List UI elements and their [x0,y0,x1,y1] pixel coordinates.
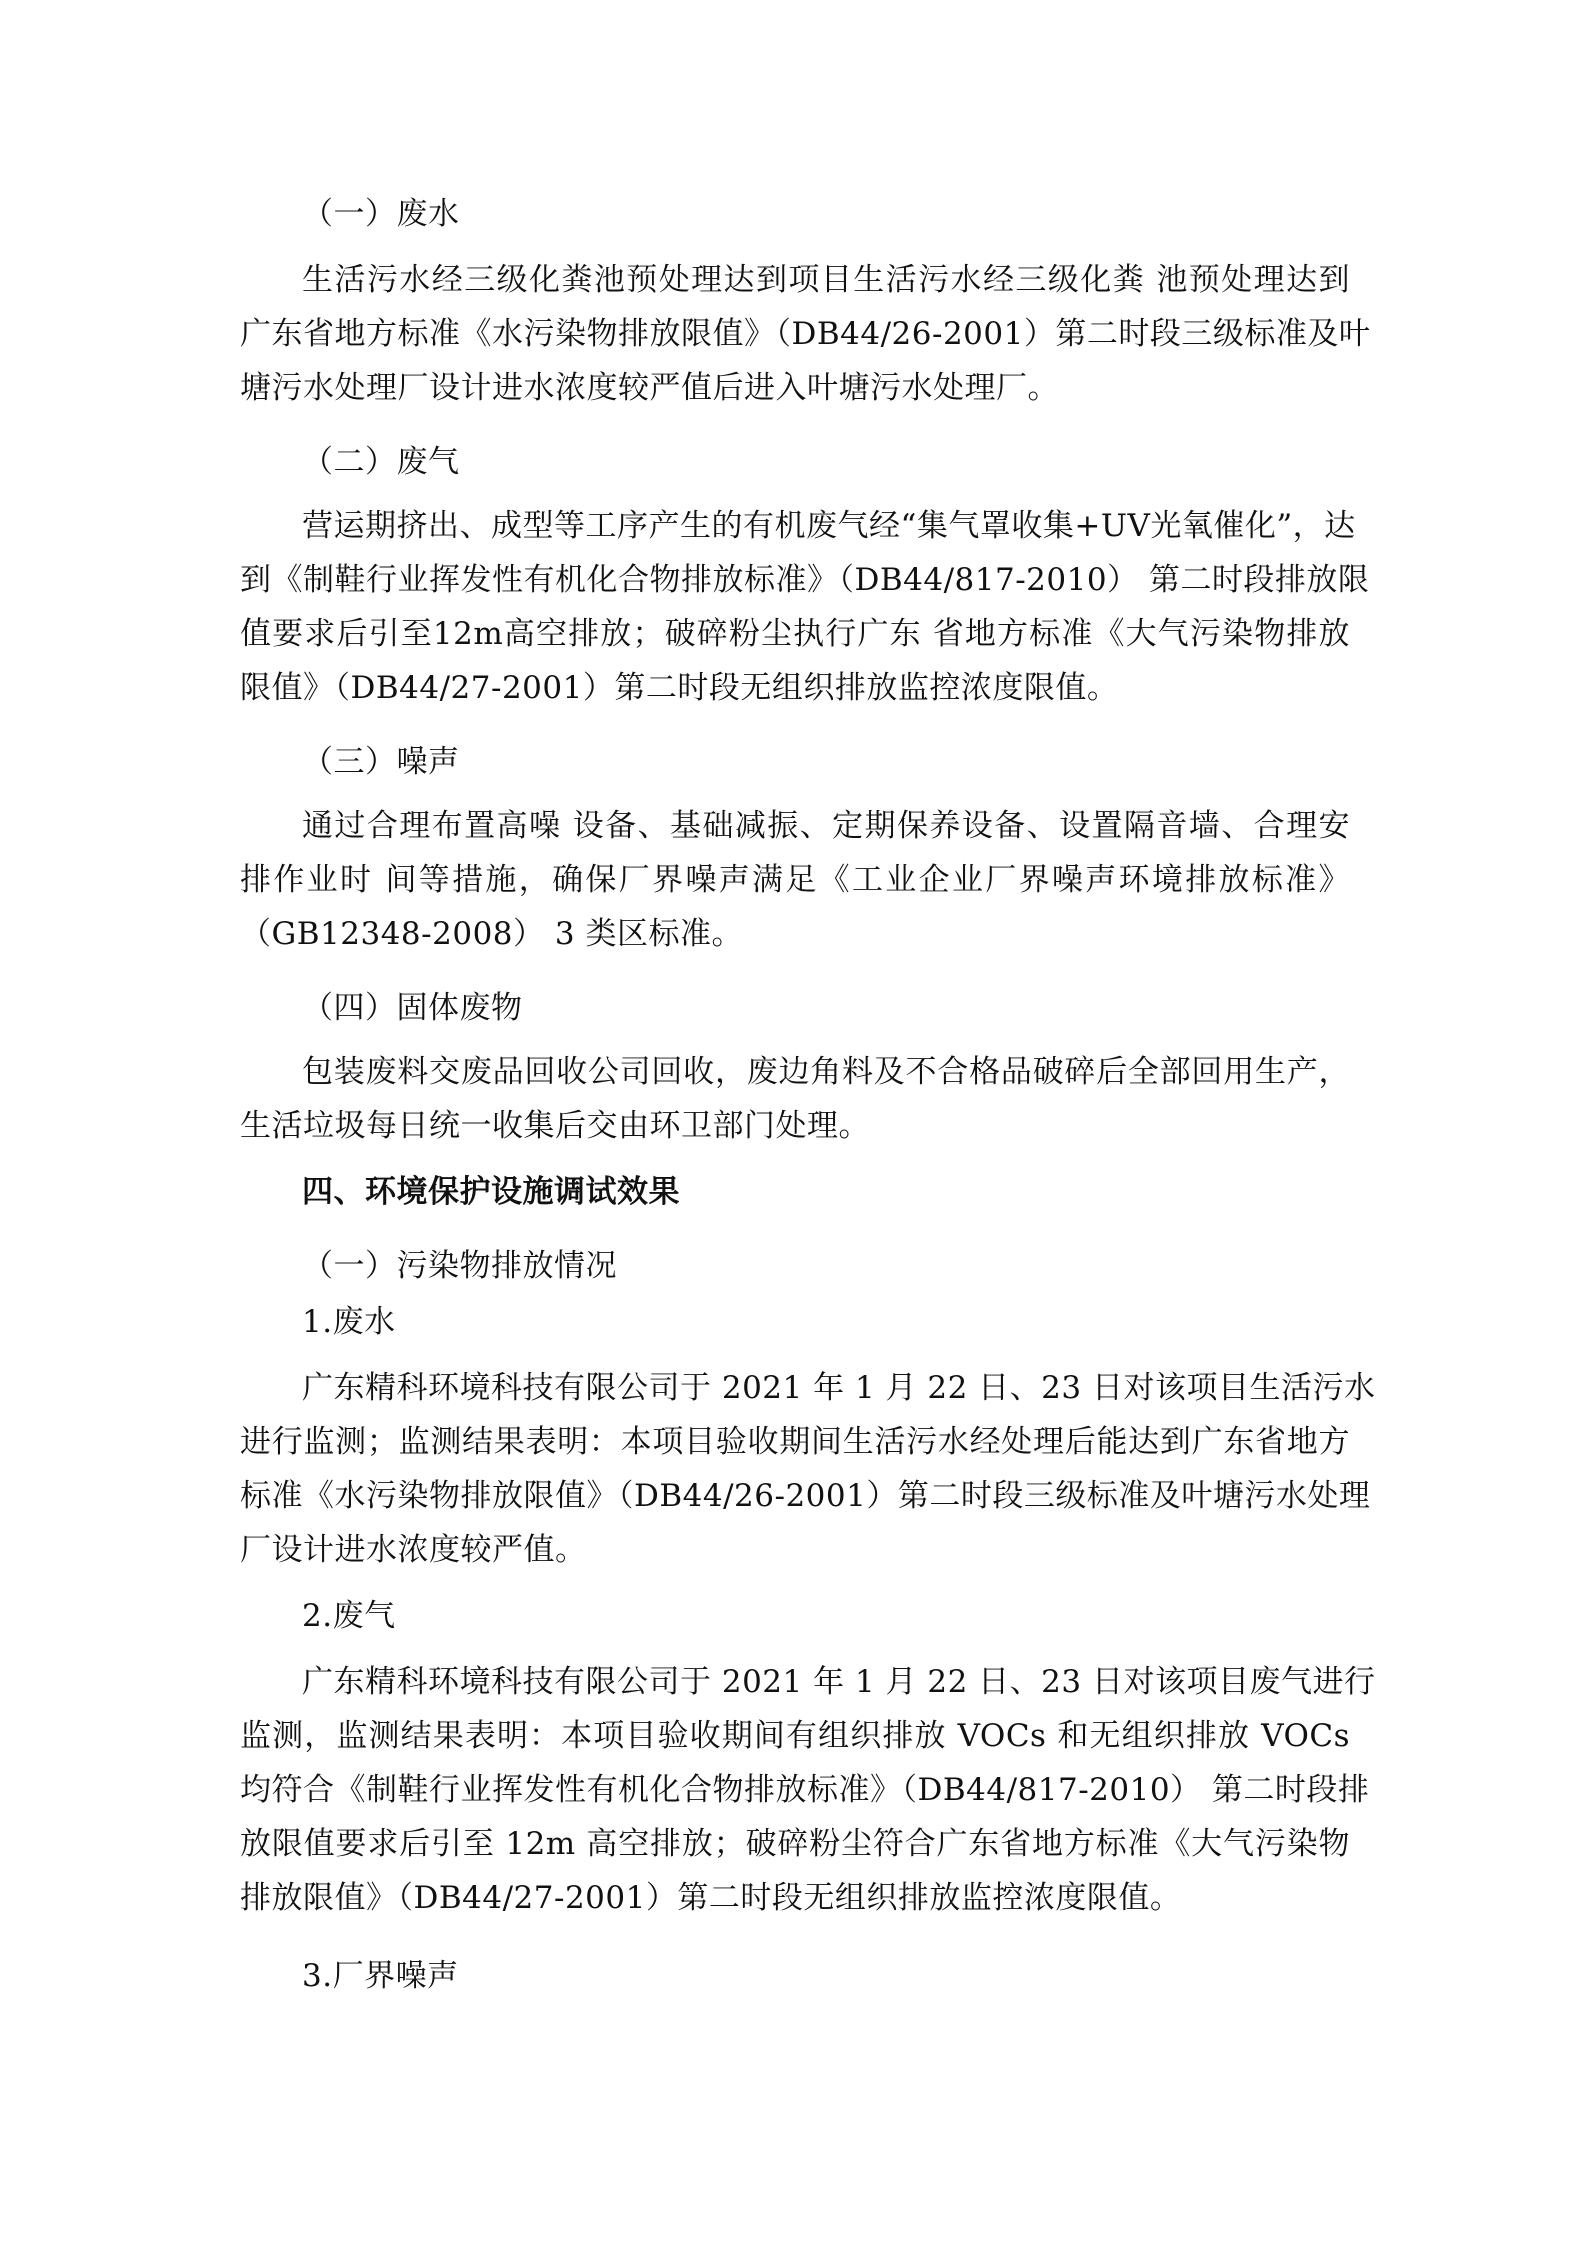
paragraph-line: 放限值要求后引至 12m 高空排放；破碎粉尘符合广东省地方标准《大气污染物 [240,1826,1350,1862]
section-heading-solid-waste: （四）固体废物 [302,990,523,1026]
paragraph-line: 广东精科环境科技有限公司于 2021 年 1 月 22 日、23 日对该项目生活污水 [302,1370,1376,1406]
paragraph-line: 广东精科环境科技有限公司于 2021 年 1 月 22 日、23 日对该项目废气进行 [302,1664,1376,1700]
paragraph-line: （GB12348-2008） 3 类区标准。 [240,916,743,952]
paragraph-line: 标准《水污染物排放限值》（DB44/26-2001）第二时段三级标准及叶塘污水处理 [240,1478,1371,1514]
subsection-heading-boundary-noise: 3.厂界噪声 [302,1958,459,1994]
paragraph-line: 生活垃圾每日统一收集后交由环卫部门处理。 [240,1108,870,1144]
paragraph-line: 进行监测；监测结果表明：本项目验收期间生活污水经处理后能达到广东省地方 [240,1424,1350,1460]
section-heading-exhaust-gas: （二）废气 [302,444,460,480]
section-heading-wastewater: （一）废水 [302,196,460,232]
chapter-heading: 四、环境保护设施调试效果 [302,1174,680,1210]
section-heading-emissions: （一）污染物排放情况 [302,1248,617,1284]
paragraph-line: 排放限值》（DB44/27-2001）第二时段无组织排放监控浓度限值。 [240,1880,1182,1916]
paragraph-line: 排作业时 间等措施，确保厂界噪声满足《工业企业厂界噪声环境排放标准》 [240,862,1350,898]
paragraph-line: 包装废料交废品回收公司回收，废边角料及不合格品破碎后全部回用生产， [302,1054,1350,1090]
section-heading-noise: （三）噪声 [302,744,460,780]
subsection-heading-wastewater: 1.废水 [302,1304,396,1340]
paragraph-line: 生活污水经三级化粪池预处理达到项目生活污水经三级化粪 池预处理达到 [302,262,1350,298]
paragraph-line: 均符合《制鞋行业挥发性有机化合物排放标准》（DB44/817-2010） 第二时段排 [240,1772,1370,1808]
paragraph-line: 营运期挤出、成型等工序产生的有机废气经“集气罩收集+UV光氧催化”，达 [302,508,1356,544]
paragraph-line: 塘污水处理厂设计进水浓度较严值后进入叶塘污水处理厂。 [240,370,1059,406]
subsection-heading-exhaust-gas: 2.废气 [302,1598,396,1634]
paragraph-line: 监测，监测结果表明：本项目验收期间有组织排放 VOCs 和无组织排放 VOCs [240,1718,1350,1754]
paragraph-line: 通过合理布置高噪 设备、基础减振、定期保养设备、设置隔音墙、合理安 [302,808,1350,844]
paragraph-line: 厂设计进水浓度较严值。 [240,1532,587,1568]
paragraph-line: 限值》（DB44/27-2001）第二时段无组织排放监控浓度限值。 [240,670,1119,706]
paragraph-line: 到《制鞋行业挥发性有机化合物排放标准》（DB44/817-2010） 第二时段排放限 [240,562,1370,598]
paragraph-line: 值要求后引至12m高空排放；破碎粉尘执行广东 省地方标准《大气污染物排放 [240,616,1350,652]
paragraph-line: 广东省地方标准《水污染物排放限值》（DB44/26-2001）第二时段三级标准及叶 [240,316,1371,352]
